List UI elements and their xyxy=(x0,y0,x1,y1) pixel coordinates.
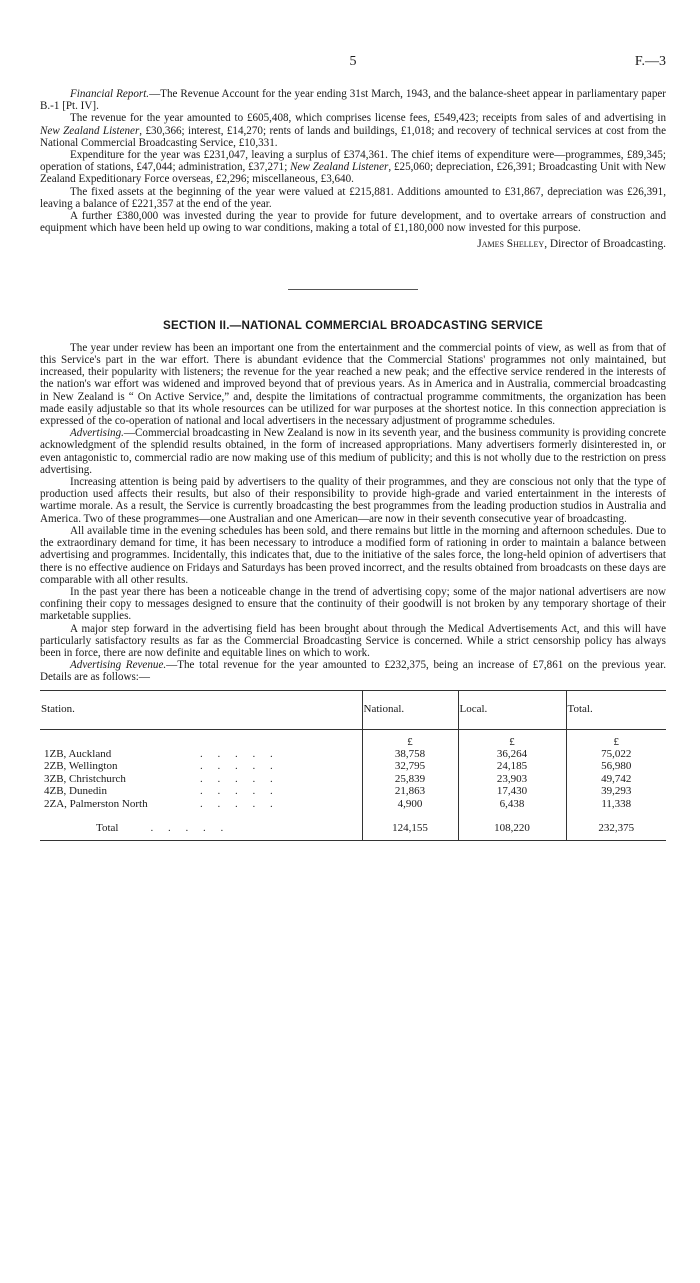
table-row xyxy=(40,798,666,810)
leader-dots: . . . . . xyxy=(200,797,279,810)
national-value: 25,839 xyxy=(362,773,458,785)
national-value: 32,795 xyxy=(362,760,458,772)
station-name: 2ZB, Wellington xyxy=(44,760,118,773)
fixed-assets-paragraph: The fixed assets at the beginning of the year were valued at £215,881. Additions amounted to £31,867, depreciation was £26,391, leaving a balance of £221,357 at the end of the year. xyxy=(40,185,666,210)
advertising-revenue-paragraph: Advertising Revenue.—The total revenue for the year amounted to £232,375, being an increase of £7,861 on the previous year. Details are as follows:— xyxy=(40,659,666,684)
copy-trend-paragraph: In the past year there has been a noticeable change in the trend of advertising copy; some of the major national advertisers are now confining their copy to messages designed to ensure that the continuity of their goodwill is not broken by any temporary shortage of their marketable supplies. xyxy=(40,585,666,623)
local-value: 23,903 xyxy=(458,773,566,785)
financial-report-paragraph: Financial Report.—The Revenue Account for the year ending 31st March, 1943, and the balance-sheet appear in parliamentary paper B.-1 [Pt. IV]. xyxy=(40,88,666,113)
financial-report-lead: Financial Report. xyxy=(70,88,150,100)
leader-dots: . . . . . xyxy=(200,747,279,760)
currency-national: £ xyxy=(362,729,458,748)
total-total: 232,375 xyxy=(566,816,666,841)
expenditure-paragraph: Expenditure for the year was £231,047, leaving a surplus of £374,361. The chief items of expenditure were—programmes, £89,345; operation of stations, £47,044; administration, £37,271; New Zealand Listener, £25,060; depreciation, £26,391; Broadcasting Unit with New Zealand Expeditionary Force overseas, £2,296; miscellaneous, £3,640. xyxy=(40,149,666,186)
total-national: 124,155 xyxy=(362,816,458,841)
table-row xyxy=(40,773,666,785)
currency-total: £ xyxy=(566,729,666,748)
total-value: 39,293 xyxy=(566,785,666,797)
station-name: 4ZB, Dunedin xyxy=(44,785,107,798)
advertising-lead: Advertising. xyxy=(70,427,124,440)
overview-paragraph: The year under review has been an important one from the entertainment and the commercial points of view, as well as from that of this Service's part in the war effort. There is abundant evidence that the Commercial Stations' programmes not only maintained, but increased, their popularity with listeners; the revenue for the year reached a new peak; and the effective service rendered in the interests of the nation's war effort was widened and improved beyond that of previous years. As in America and in Australia, commercial broadcasting in New Zealand is “ On Active Service,” and, despite the limitations of contractual programme commitments, the organization has been made easily adjustable so that its whole resources can be utilized for war purposes at the shortest notice. In this connection appreciation is expressed of the co-operation of national and local advertisers in the necessary adjustment of programme schedules. xyxy=(40,341,666,428)
national-value: 38,758 xyxy=(362,748,458,760)
local-value: 17,430 xyxy=(458,785,566,797)
advertising-revenue-lead: Advertising Revenue. xyxy=(70,659,167,672)
signature xyxy=(40,238,666,250)
signature-name: James Shelley xyxy=(477,238,545,251)
section-divider xyxy=(288,289,418,290)
leader-dots: . . . . . xyxy=(200,760,279,773)
signature-title: , Director of Broadcasting. xyxy=(544,238,666,251)
column-header-total: Total. xyxy=(566,690,666,729)
table-body xyxy=(40,729,666,810)
quality-paragraph: Increasing attention is being paid by advertisers to the quality of their programmes, and they are conscious not only that the type of production used affects their results, but also of their responsibility to provide high-grade and varied entertainment in the interests of wartime morale. As a result, the Service is currently broadcasting the best programmes from the leading production studios in Australia and America. Two of these programmes—one Australian and one American—are now in their seventh consecutive year of broadcasting. xyxy=(40,476,666,525)
total-label: Total xyxy=(96,821,119,834)
national-value: 4,900 xyxy=(362,798,458,810)
station-name: 1ZB, Auckland xyxy=(44,747,112,760)
advertising-paragraph: Advertising.—Commercial broadcasting in New Zealand is now in its seventh year, and the business community is providing concrete acknowledgment of the splendid results obtained, in the form of increased appropriations. Many advertisers formerly disinterested in, or even antagonistic to, commercial radio are now making use of this medium of publicity; and this is not wholly due to the restriction on press advertising. xyxy=(40,427,666,476)
table-row xyxy=(40,760,666,772)
total-value: 11,338 xyxy=(566,798,666,810)
total-value: 56,980 xyxy=(566,760,666,772)
local-value: 6,438 xyxy=(458,798,566,810)
table-row xyxy=(40,748,666,760)
column-header-local: Local. xyxy=(458,690,566,729)
column-header-national: National. xyxy=(362,690,458,729)
leader-dots: . . . . . xyxy=(200,785,279,798)
page-content xyxy=(40,88,666,841)
table-row xyxy=(40,785,666,797)
total-value: 75,022 xyxy=(566,748,666,760)
investment-paragraph: A further £380,000 was invested during the year to provide for future development, and to overtake arrears of construction and equipment which have been held up owing to war conditions, making a total of £1,180,000 now invested for this purpose. xyxy=(40,210,666,235)
paper-reference: F.—3 xyxy=(634,54,666,69)
table-header-row xyxy=(40,690,666,729)
local-value: 36,264 xyxy=(458,748,566,760)
column-header-station: Station. xyxy=(40,690,362,729)
national-value: 21,863 xyxy=(362,785,458,797)
page-number: 5 xyxy=(349,54,357,69)
station-name: 3ZB, Christchurch xyxy=(44,772,126,785)
leader-dots: . . . . . xyxy=(200,772,279,785)
total-value: 49,742 xyxy=(566,773,666,785)
medical-act-paragraph: A major step forward in the advertising field has been brought about through the Medical Advertisements Act, and this will have particularly satisfactory results as far as the Commercial Broadcasting Service is concerned. While a strict censorship policy has always been in force, there are now definite and equitable lines on which to work. xyxy=(40,622,666,659)
local-value: 24,185 xyxy=(458,760,566,772)
schedules-paragraph: All available time in the evening schedules has been sold, and there remains but little in the morning and afternoon schedules. Due to the extraordinary demand for time, it has been necessary to introduce a modified form of rationing in order to maintain a balance between advertising and programmes. Incidentally, this indicates that, due to the initiative of the sales force, the long-held opinion of advertisers that there is no effective audience on Fridays and Saturdays has been proved incorrect, and the results obtained from broadcasts on these days are comparable with all other results. xyxy=(40,524,666,586)
revenue-table xyxy=(40,690,666,842)
revenue-paragraph: The revenue for the year amounted to £605,408, which comprises license fees, £549,423; receipts from sales of and advertising in New Zealand Listener, £30,366; interest, £14,270; rents of lands and buildings, £1,018; and recovery of technical services at cost from the National Commercial Broadcasting Service, £10,331. xyxy=(40,112,667,149)
section-title: SECTION II.—NATIONAL COMMERCIAL BROADCASTING SERVICE xyxy=(163,318,543,332)
station-name: 2ZA, Palmerston North xyxy=(44,797,148,810)
total-row: Total . . . . . 124,155 108,220 232,375 xyxy=(40,816,666,841)
page-header xyxy=(40,54,666,72)
total-local: 108,220 xyxy=(458,816,566,841)
currency-row xyxy=(40,729,666,748)
currency-local: £ xyxy=(458,729,566,748)
